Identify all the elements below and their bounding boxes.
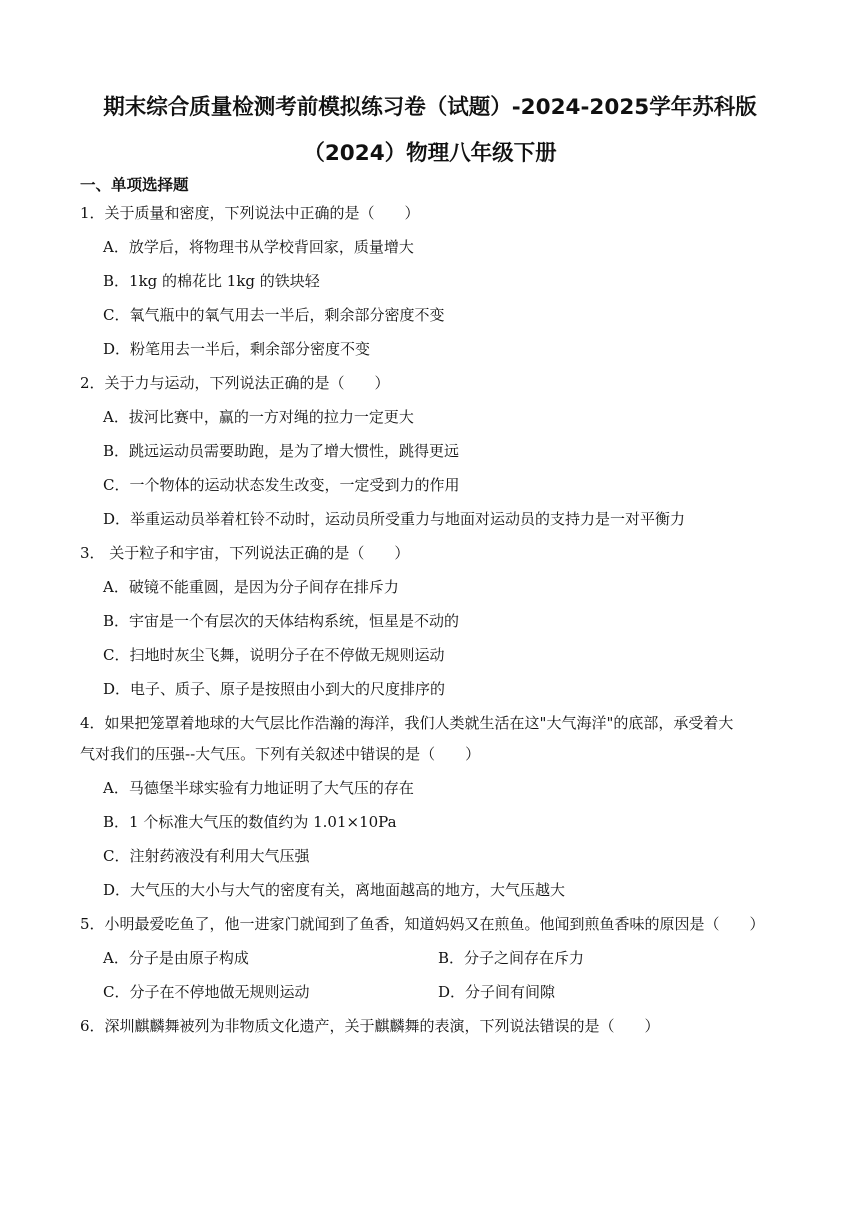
question-3-option-c: C．扫地时灰尘飞舞，说明分子在不停做无规则运动: [103, 646, 445, 664]
question-4-option-c: C．注射药液没有利用大气压强: [103, 847, 310, 865]
question-1-option-c: C．氧气瓶中的氧气用去一半后，剩余部分密度不变: [103, 306, 445, 324]
question-4-option-d: D．大气压的大小与大气的密度有关，离地面越高的地方，大气压越大: [103, 881, 566, 899]
question-2-stem: 2．关于力与运动，下列说法正确的是（ ）: [80, 374, 390, 392]
question-4-option-b: B．1 个标准大气压的数值约为 1.01×10Pa: [103, 813, 397, 831]
question-3-option-d: D．电子、质子、原子是按照由小到大的尺度排序的: [103, 680, 446, 698]
question-2-option-a: A．拔河比赛中，赢的一方对绳的拉力一定更大: [103, 408, 414, 426]
question-4-stem-line-2: 气对我们的压强--大气压。下列有关叙述中错误的是（ ）: [80, 745, 481, 763]
question-2-option-c: C．一个物体的运动状态发生改变，一定受到力的作用: [103, 476, 460, 494]
question-3-option-a: A．破镜不能重圆，是因为分子间存在排斥力: [103, 578, 399, 596]
question-6-stem: 6．深圳麒麟舞被列为非物质文化遗产，关于麒麟舞的表演，下列说法错误的是（ ）: [80, 1017, 660, 1035]
question-2-option-b: B．跳远运动员需要助跑，是为了增大惯性，跳得更远: [103, 442, 460, 460]
question-3-stem: 3． 关于粒子和宇宙，下列说法正确的是（ ）: [80, 544, 410, 562]
question-1-option-b: B．1kg 的棉花比 1kg 的铁块轻: [103, 272, 320, 290]
section-heading: 一、单项选择题: [80, 176, 189, 194]
question-5-stem: 5．小明最爱吃鱼了，他一进家门就闻到了鱼香，知道妈妈又在煎鱼。他闻到煎鱼香味的原因是（ ）: [80, 915, 765, 933]
question-1-option-d: D．粉笔用去一半后，剩余部分密度不变: [103, 340, 371, 358]
question-1-option-a: A．放学后，将物理书从学校背回家，质量增大: [103, 238, 414, 256]
document-title-line-1: 期末综合质量检测考前模拟练习卷（试题）-2024-2025学年苏科版: [103, 95, 757, 120]
question-1-stem: 1．关于质量和密度，下列说法中正确的是（ ）: [80, 204, 420, 222]
question-5-option-c: C．分子在不停地做无规则运动: [103, 983, 310, 1001]
question-4-option-a: A．马德堡半球实验有力地证明了大气压的存在: [103, 779, 414, 797]
question-5-option-b: B．分子之间存在斥力: [438, 949, 585, 967]
document-title-line-2: （2024）物理八年级下册: [303, 141, 557, 166]
question-5-option-d: D．分子间有间隙: [438, 983, 556, 1001]
question-2-option-d: D．举重运动员举着杠铃不动时，运动员所受重力与地面对运动员的支持力是一对平衡力: [103, 510, 686, 528]
question-4-stem-line-1: 4．如果把笼罩着地球的大气层比作浩瀚的海洋，我们人类就生活在这"大气海洋"的底部，承受着大: [80, 714, 734, 732]
question-5-option-a: A．分子是由原子构成: [103, 949, 249, 967]
question-3-option-b: B．宇宙是一个有层次的天体结构系统，恒星是不动的: [103, 612, 460, 630]
